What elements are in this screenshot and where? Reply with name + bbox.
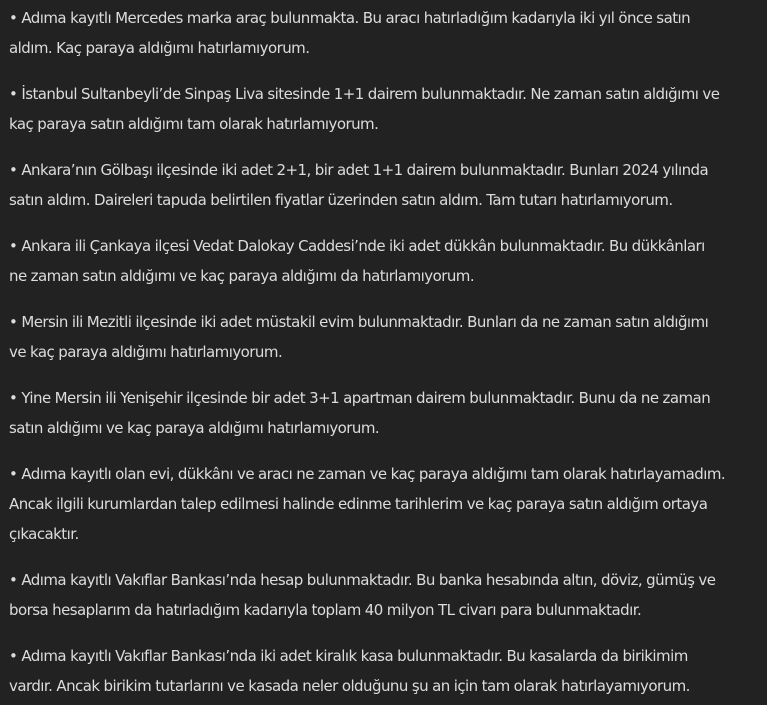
text-line: • Ankara’nın Gölbaşı ilçesinde iki adet 2+1, bir adet 1+1 dairem bulunmaktadır. Bunları 2024 yılında [9,161,709,179]
text-line: ve kaç paraya aldığımı hatırlamıyorum. [9,343,283,361]
paragraph-istanbul-apartment [9,79,767,139]
paragraph-mersin-mezitli [9,307,767,367]
paragraph-car [9,3,767,63]
text-line: kaç paraya satın aldığımı tam olarak hatırlamıyorum. [9,115,379,133]
text-line: • Ankara ili Çankaya ilçesi Vedat Dalokay Caddesi’nde iki adet dükkân bulunmaktadır. Bu dükkânları [9,237,705,255]
text-line: Ancak ilgili kurumlardan talep edilmesi halinde edinme tarihlerim ve kaç paraya satın aldığım ortaya [9,495,708,513]
paragraph-ankara-golbasi [9,155,767,215]
text-line: • İstanbul Sultanbeyli’de Sinpaş Liva sitesinde 1+1 dairem bulunmaktadır. Ne zaman satın aldığımı ve [9,85,720,103]
text-line: • Adıma kayıtlı olan evi, dükkânı ve aracı ne zaman ve kaç paraya aldığımı tam olarak hatırlayamadım. [9,465,726,483]
text-line: • Adıma kayıtlı Vakıflar Bankası’nda hesap bulunmaktadır. Bu banka hesabında altın, döviz, gümüş ve [9,571,716,589]
text-line: vardır. Ancak birikim tutarlarını ve kasada neler olduğunu şu an için tam olarak hatırlayamıyorum. [9,677,690,695]
paragraph-bank-account [9,565,767,625]
text-line: çıkacaktır. [9,525,79,543]
paragraph-ankara-shops [9,231,767,291]
paragraph-mersin-yenisehir [9,383,767,443]
text-line: • Mersin ili Mezitli ilçesinde iki adet müstakil evim bulunmaktadır. Bunları da ne zaman satın aldığımı [9,313,709,331]
text-line: • Adıma kayıtlı Vakıflar Bankası’nda iki adet kiralık kasa bulunmaktadır. Bu kasalarda da birikimim [9,647,688,665]
paragraph-assets-summary [9,459,767,549]
text-line: satın aldığımı ve kaç paraya aldığımı hatırlamıyorum. [9,419,380,437]
text-line: aldım. Kaç paraya aldığımı hatırlamıyorum. [9,39,310,57]
text-line: satın aldım. Daireleri tapuda belirtilen fiyatlar üzerinden satın aldım. Tam tutarı hatırlamıyorum. [9,191,673,209]
paragraph-safe-deposit [9,641,767,701]
text-line: borsa hesaplarım da hatırladığım kadarıyla toplam 40 milyon TL civarı para bulunmaktadır. [9,601,642,619]
text-line: • Adıma kayıtlı Mercedes marka araç bulunmakta. Bu aracı hatırladığım kadarıyla iki yıl önce satın [9,9,691,27]
text-line: ne zaman satın aldığımı ve kaç paraya aldığımı da hatırlamıyorum. [9,267,475,285]
text-line: • Yine Mersin ili Yenişehir ilçesinde bir adet 3+1 apartman dairem bulunmaktadır. Bunu da ne zaman [9,389,711,407]
